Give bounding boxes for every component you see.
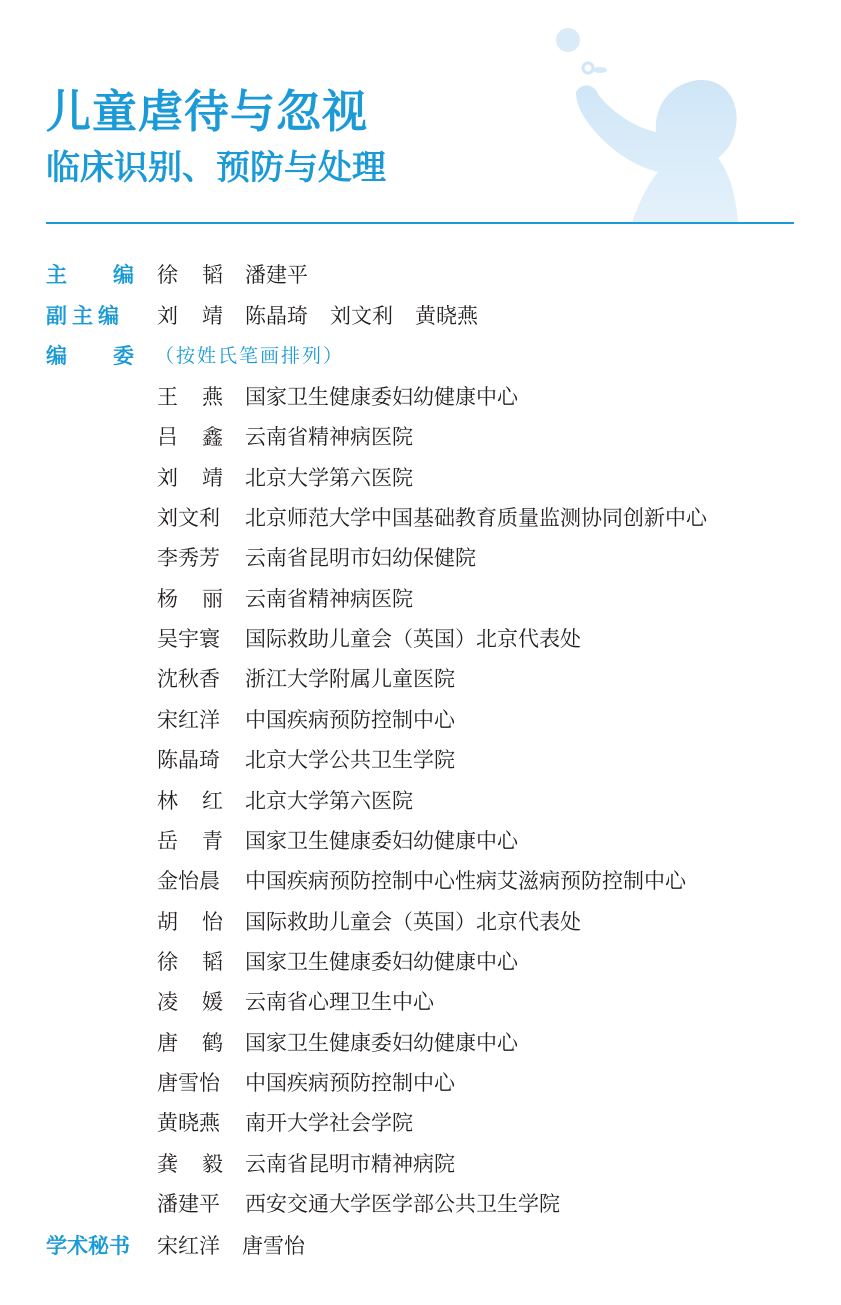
committee-member-row bbox=[157, 585, 413, 613]
member-institution: 中国疾病预防控制中心 bbox=[245, 708, 455, 732]
member-name: 吴宇寰 bbox=[157, 627, 220, 651]
member-institution: 中国疾病预防控制中心性病艾滋病预防控制中心 bbox=[245, 869, 686, 893]
committee-label: 编 委 bbox=[46, 344, 134, 368]
member-institution: 云南省昆明市精神病院 bbox=[245, 1152, 455, 1176]
committee-member-row bbox=[157, 383, 518, 411]
member-institution: 云南省昆明市妇幼保健院 bbox=[245, 546, 476, 570]
member-institution: 中国疾病预防控制中心 bbox=[245, 1071, 455, 1095]
member-name: 潘建平 bbox=[157, 1192, 220, 1216]
committee-member-row bbox=[157, 464, 413, 492]
member-name: 李秀芳 bbox=[157, 546, 220, 570]
committee-member-row bbox=[157, 908, 581, 936]
secretary-names bbox=[157, 1232, 305, 1260]
member-institution: 云南省精神病医院 bbox=[245, 425, 413, 449]
committee-member-row bbox=[157, 1109, 413, 1137]
committee-member-row bbox=[157, 827, 518, 855]
member-institution: 西安交通大学医学部公共卫生学院 bbox=[245, 1192, 560, 1216]
member-name: 胡 怡 bbox=[157, 910, 223, 934]
editor-name: 刘 靖 bbox=[157, 304, 223, 328]
member-name: 唐雪怡 bbox=[157, 1071, 220, 1095]
chief-editor-label: 主 编 bbox=[46, 263, 134, 287]
secretary-label: 学术秘书 bbox=[46, 1234, 130, 1258]
member-name: 龚 毅 bbox=[157, 1152, 223, 1176]
member-name: 黄晓燕 bbox=[157, 1111, 220, 1135]
member-name: 王 燕 bbox=[157, 385, 223, 409]
chief-editor-names bbox=[157, 261, 308, 289]
member-name: 陈晶琦 bbox=[157, 748, 220, 772]
committee-member-row bbox=[157, 1150, 455, 1178]
deputy-editor-names bbox=[157, 302, 478, 330]
member-institution: 云南省精神病医院 bbox=[245, 587, 413, 611]
member-name: 宋红洋 bbox=[157, 708, 220, 732]
child-bubbles-illustration bbox=[548, 24, 748, 222]
committee-member-row bbox=[157, 867, 686, 895]
member-institution: 浙江大学附属儿童医院 bbox=[245, 667, 455, 691]
deputy-editor-label-text: 副主编 bbox=[46, 304, 124, 328]
book-title: 儿童虐待与忽视 bbox=[46, 85, 369, 138]
secretary-name: 宋红洋 bbox=[157, 1234, 220, 1258]
editor-name: 潘建平 bbox=[245, 263, 308, 287]
member-institution: 国家卫生健康委妇幼健康中心 bbox=[245, 950, 518, 974]
member-institution: 国家卫生健康委妇幼健康中心 bbox=[245, 385, 518, 409]
secretary-name: 唐雪怡 bbox=[242, 1234, 305, 1258]
deputy-editor-label bbox=[46, 302, 124, 330]
member-institution: 云南省心理卫生中心 bbox=[245, 990, 434, 1014]
member-name: 吕 鑫 bbox=[157, 425, 223, 449]
member-name: 岳 青 bbox=[157, 829, 223, 853]
committee-member-row bbox=[157, 665, 455, 693]
member-name: 金怡晨 bbox=[157, 869, 220, 893]
header-divider bbox=[46, 222, 794, 224]
member-name: 徐 韬 bbox=[157, 950, 223, 974]
member-institution: 国际救助儿童会（英国）北京代表处 bbox=[245, 627, 581, 651]
committee-member-row bbox=[157, 625, 581, 653]
member-institution: 国际救助儿童会（英国）北京代表处 bbox=[245, 910, 581, 934]
committee-member-row bbox=[157, 504, 707, 532]
committee-member-row bbox=[157, 706, 455, 734]
member-name: 唐 鹤 bbox=[157, 1031, 223, 1055]
committee-note: （按姓氏笔画排列） bbox=[155, 345, 345, 367]
editor-name: 陈晶琦 bbox=[245, 304, 308, 328]
member-name: 杨 丽 bbox=[157, 587, 223, 611]
member-institution: 北京师范大学中国基础教育质量监测协同创新中心 bbox=[245, 506, 707, 530]
committee-member-row bbox=[157, 988, 434, 1016]
committee-member-row bbox=[157, 787, 413, 815]
member-institution: 南开大学社会学院 bbox=[245, 1111, 413, 1135]
member-institution: 北京大学第六医院 bbox=[245, 789, 413, 813]
member-institution: 国家卫生健康委妇幼健康中心 bbox=[245, 1031, 518, 1055]
member-institution: 国家卫生健康委妇幼健康中心 bbox=[245, 829, 518, 853]
member-name: 刘文利 bbox=[157, 506, 220, 530]
member-institution: 北京大学公共卫生学院 bbox=[245, 748, 455, 772]
editor-name: 刘文利 bbox=[330, 304, 393, 328]
member-institution: 北京大学第六医院 bbox=[245, 466, 413, 490]
committee-member-row bbox=[157, 1069, 455, 1097]
committee-member-row bbox=[157, 1190, 560, 1218]
committee-member-row bbox=[157, 948, 518, 976]
committee-member-row bbox=[157, 1029, 518, 1057]
committee-member-row bbox=[157, 746, 455, 774]
member-name: 沈秋香 bbox=[157, 667, 220, 691]
editor-name: 黄晓燕 bbox=[415, 304, 478, 328]
committee-member-row bbox=[157, 423, 413, 451]
member-name: 林 红 bbox=[157, 789, 223, 813]
member-name: 刘 靖 bbox=[157, 466, 223, 490]
book-subtitle: 临床识别、预防与处理 bbox=[46, 148, 386, 188]
committee-member-row bbox=[157, 544, 476, 572]
member-name: 凌 媛 bbox=[157, 990, 223, 1014]
editor-name: 徐 韬 bbox=[157, 263, 223, 287]
